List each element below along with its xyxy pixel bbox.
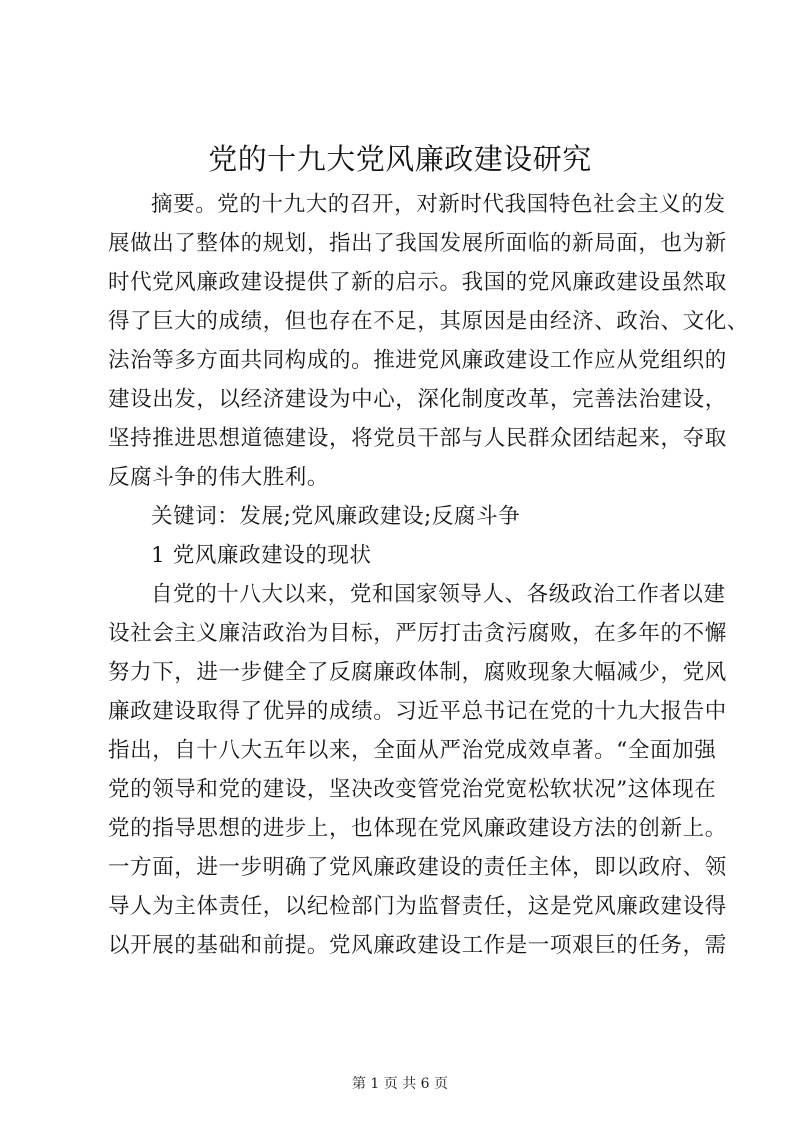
paragraph-line: 指出，自十八大五年以来，全面从严治党成效卓著。“全面加强: [108, 738, 717, 763]
paragraph-line: 廉政建设取得了优异的成绩。习近平总书记在党的十九大报告中: [108, 699, 727, 724]
paragraph-line: 一方面，进一步明确了党风廉政建设的责任主体，即以政府、领: [108, 855, 727, 880]
abstract-line: 摘要。党的十九大的召开，对新时代我国特色社会主义的发: [151, 192, 726, 217]
abstract-line: 建设出发，以经济建设为中心，深化制度改革，完善法治建设，: [108, 387, 727, 412]
abstract-line: 法治等多方面共同构成的。推进党风廉政建设工作应从党组织的: [108, 348, 727, 373]
document-title: 党的十九大党风廉政建设研究: [208, 142, 592, 176]
paragraph-line: 导人为主体责任，以纪检部门为监督责任，这是党风廉政建设得: [108, 894, 727, 919]
abstract-line: 坚持推进思想道德建设，将党员干部与人民群众团结起来，夺取: [108, 426, 727, 451]
paragraph-line: 党的领导和党的建设，坚决改变管党治党宽松软状况”这体现在: [108, 777, 717, 802]
abstract-line: 得了巨大的成绩，但也存在不足，其原因是由经济、政治、文化、: [108, 309, 749, 334]
abstract-line: 反腐斗争的伟大胜利。: [108, 465, 330, 490]
paragraph-line: 自党的十八大以来，党和国家领导人、各级政治工作者以建: [151, 582, 726, 607]
section-heading: 1 党风廉政建设的现状: [151, 543, 372, 568]
page-number: 第 1 页 共 6 页: [351, 1076, 449, 1092]
keywords-line: 关键词：发展;党风廉政建设;反腐斗争: [151, 504, 521, 529]
paragraph-line: 设社会主义廉洁政治为目标，严厉打击贪污腐败，在多年的不懈: [108, 621, 727, 646]
abstract-line: 展做出了整体的规划，指出了我国发展所面临的新局面，也为新: [108, 231, 727, 256]
document-body: [108, 185, 749, 965]
abstract-line: 时代党风廉政建设提供了新的启示。我国的党风廉政建设虽然取: [108, 270, 727, 295]
paragraph-line: 努力下，进一步健全了反腐廉政体制，腐败现象大幅减少，党风: [108, 660, 727, 685]
paragraph-line: 党的指导思想的进步上，也体现在党风廉政建设方法的创新上。: [108, 816, 727, 841]
paragraph-line: 以开展的基础和前提。党风廉政建设工作是一项艰巨的任务，需: [108, 933, 727, 958]
